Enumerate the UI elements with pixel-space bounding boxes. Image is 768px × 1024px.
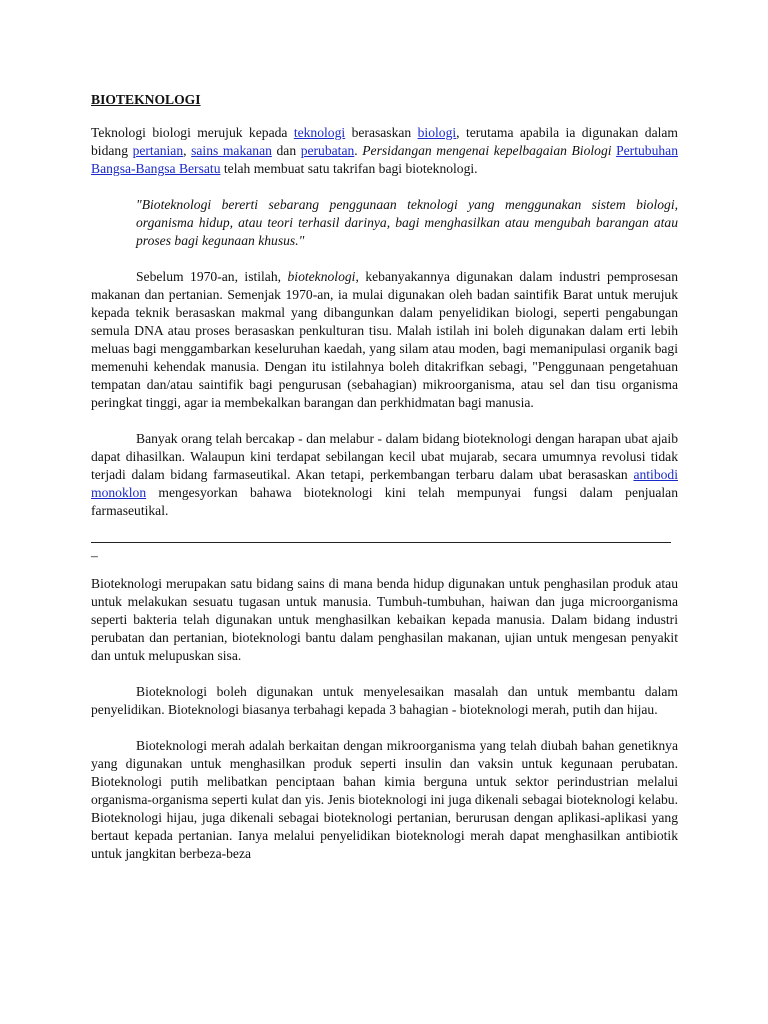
text-run: , terutama apabila ia digunakan dalam bidang [91, 125, 678, 158]
paragraph-colors: Bioteknologi merah adalah berkaitan dengan mikroorganisma yang telah diubah bahan genetiknya yang digunakan untuk menghasilkan produk seperti insulin dan vaksin untuk kegunaan perubatan. Bioteknologi putih melibatkan penciptaan bahan kimia berguna untuk sektor perindustrian melalui organisma-organisma seperti kulat dan yis. Jenis bioteknologi ini juga dikenali sebagai bioteknologi kelabu. Bioteknologi hijau, juga dikenali sebagai bioteknologi pertanian, berurusan dengan aplikasi-aplikasi yang bertaut kepada pertanian. Ianya melalui penyelidikan bioteknologi merah dapat menghasilkan antibiotik untuk jangkitan berbeza-beza [91, 738, 678, 861]
paragraph-intro [91, 124, 678, 178]
text-run: dan [271, 143, 301, 158]
paragraph-history [91, 268, 678, 412]
definition-quote: "Bioteknologi bererti sebarang penggunaan teknologi yang menggunakan sistem biologi, organisma hidup, atau teori terhasil darinya, bagi menghasilkan atau mengubah barangan atau proses bagi kegunaan khusus." [136, 197, 678, 248]
link-biologi[interactable]: biologi [417, 125, 457, 140]
text-run: berasaskan [345, 125, 418, 140]
paragraph-categories: Bioteknologi boleh digunakan untuk menyelesaikan masalah dan untuk membantu dalam penyelidikan. Bioteknologi biasanya terbahagi kepada 3 bahagian - bioteknologi merah, putih dan hijau. [91, 684, 678, 717]
dash-mark: – [91, 548, 98, 563]
link-pertanian[interactable]: pertanian [132, 143, 184, 158]
italic-run: bioteknologi [287, 269, 356, 284]
horizontal-rule [91, 542, 671, 543]
link-perubatan[interactable]: perubatan [300, 143, 355, 158]
link-pbb[interactable]: Pertubuhan Bangsa-Bangsa Bersatu [91, 143, 678, 176]
text-run: telah membuat satu takrifan bagi bioteknologi. [220, 161, 478, 176]
text-run: Sebelum 1970-an, istilah, [136, 269, 288, 284]
text-run: Teknologi biologi merujuk kepada [91, 125, 294, 140]
paragraph-definition: Bioteknologi merupakan satu bidang sains di mana benda hidup digunakan untuk penghasilan produk atau untuk melakukan sesuatu tugasan untuk manusia. Tumbuh-tumbuhan, haiwan dan juga microorganisma seperti bakteria telah digunakan untuk menghasilkan kebaikan kepada manusia. Dalam bidang industri perubatan dan pertanian, bioteknologi bantu dalam penghasilan makanan, ujian untuk mengesan penyakit dan untuk melupuskan sisa. [91, 576, 678, 663]
link-antibodi-monoklon[interactable]: antibodi monoklon [91, 467, 678, 500]
text-run: , [183, 143, 192, 158]
link-sains-makanan[interactable]: sains makanan [191, 143, 272, 158]
italic-run: Persidangan mengenai kepelbagaian Biologi [362, 143, 612, 158]
paragraph-pharma [91, 430, 678, 520]
link-teknologi[interactable]: teknologi [293, 125, 346, 140]
text-run: , kebanyakannya digunakan dalam industri pemprosesan makanan dan pertanian. Semenjak 1970-an, ia mulai digunakan oleh badan saintifik Barat untuk merujuk kepada teknik berasaskan makmal yang dibangunkan dalam penyelidikan biologi, seperti pengabungan semula DNA atau proses berasaskan penkulturan tisu. Malah istilah ini boleh digunakan dalam erti lebih meluas bagi menggambarkan keseluruhan kaedah, yang silam atau moden, bagi memanipulasi organik bagi memenuhi kehendak manusia. Dengan itu istilahnya boleh ditakrifkan sebagi, "Penggunaan pengetahuan tempatan dan/atau saintifik bagi pengurusan (sebahagian) mikroorganisma, atau sel dan tisu organisma peringkat tinggi, agar ia membekalkan barangan dan perkhidmatan bagi manusia. [91, 269, 679, 410]
text-run: mengesyorkan bahawa bioteknologi kini telah mempunyai fungsi dalam penjualan farmaseutikal. [91, 485, 678, 518]
text-run: . [354, 143, 363, 158]
document-title: BIOTEKNOLOGI [91, 92, 201, 107]
text-run: Banyak orang telah bercakap - dan melabur - dalam bidang bioteknologi dengan harapan ubat ajaib dapat dihasilkan. Walaupun kini terdapat sebilangan kecil ubat mujarab, secara umumnya revolusi tidak terjadi dalam bidang farmaseutikal. Akan tetapi, perkembangan terbaru dalam ubat berasaskan [91, 431, 678, 482]
